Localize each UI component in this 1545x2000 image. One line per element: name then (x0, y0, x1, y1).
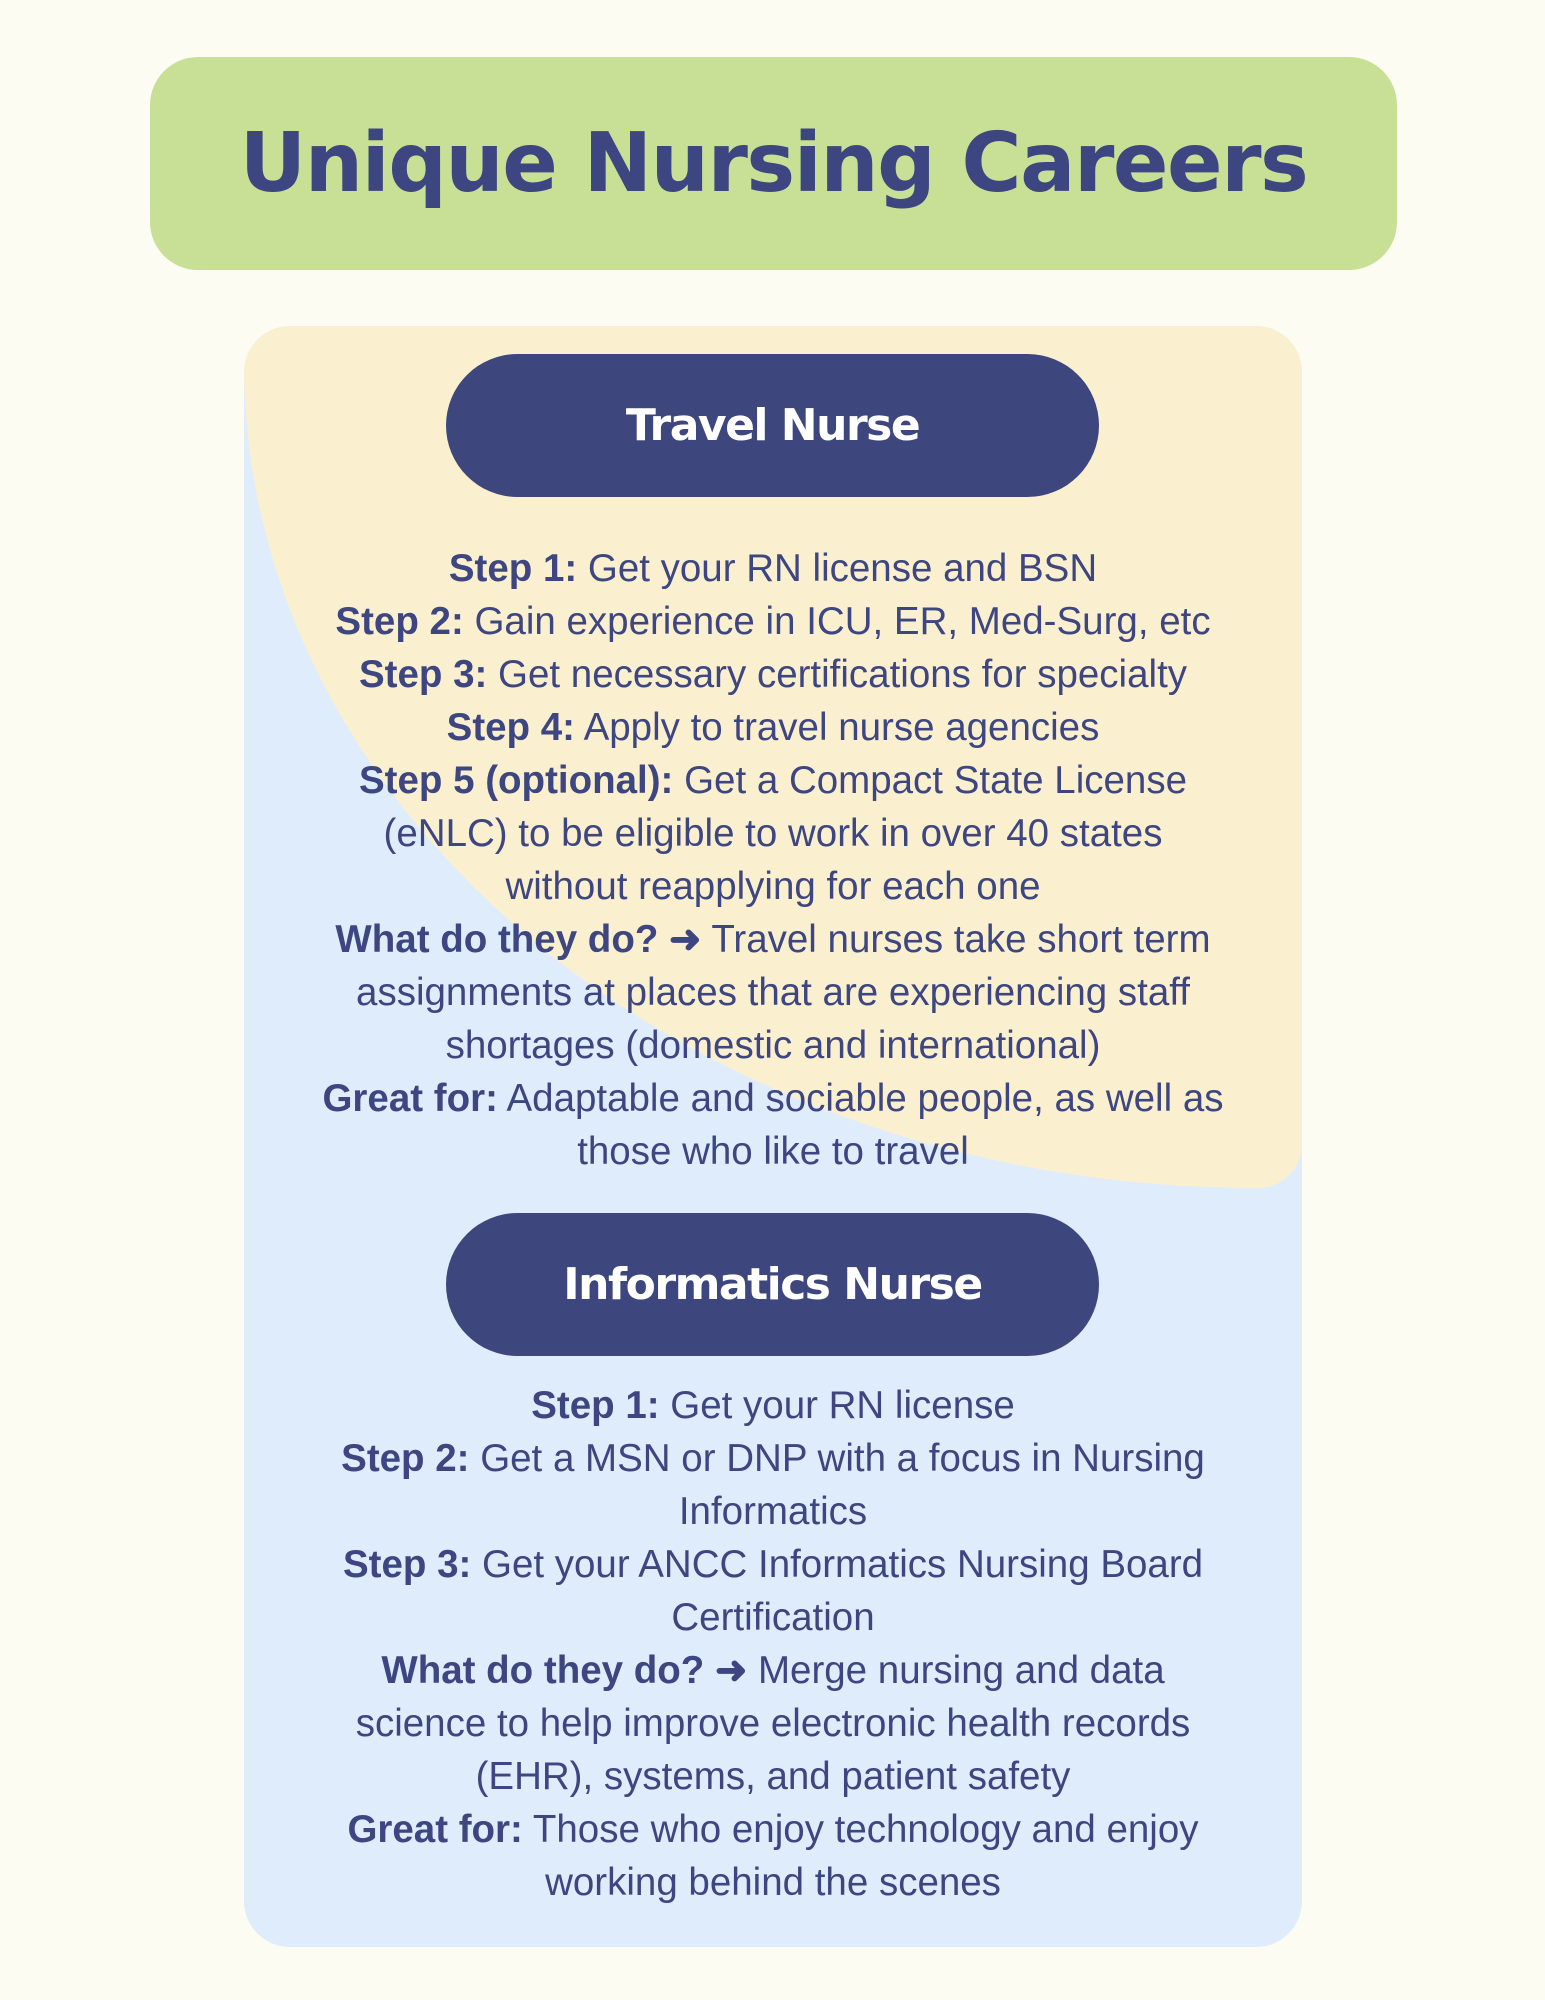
detail-line-continued: science to help improve electronic health records (355, 1702, 1191, 1745)
detail-line-continued: Informatics (678, 1490, 868, 1533)
detail-line (258, 1803, 1288, 1856)
detail-text: Those who enjoy technology and enjoy (522, 1808, 1199, 1851)
detail-label: Step 5 (optional): (358, 759, 674, 802)
travel-nurse-heading: Travel Nurse (446, 354, 1099, 497)
detail-text: Merge nursing and data (747, 1649, 1165, 1692)
title-banner (150, 57, 1397, 270)
detail-line (258, 1072, 1288, 1125)
detail-line (258, 542, 1288, 595)
detail-label: Step 2: (341, 1437, 470, 1480)
detail-label: What do they do? ➜ (335, 918, 702, 961)
informatics-nurse-heading: Informatics Nurse (446, 1213, 1099, 1356)
detail-text: Gain experience in ICU, ER, Med-Surg, etc (463, 600, 1211, 643)
travel-nurse-details (258, 542, 1288, 1178)
detail-text: Get your ANCC Informatics Nursing Board (471, 1543, 1204, 1586)
detail-label: Step 3: (358, 653, 488, 696)
detail-line-continued: shortages (domestic and international) (445, 1024, 1101, 1067)
detail-line-continued: those who like to travel (577, 1130, 969, 1173)
detail-text: Apply to travel nurse agencies (575, 706, 1100, 749)
detail-label: Great for: (322, 1077, 498, 1120)
detail-label: Step 4: (446, 706, 575, 749)
detail-text: Get your RN license (659, 1384, 1015, 1427)
detail-label: Step 1: (448, 547, 578, 590)
detail-label: What do they do? ➜ (381, 1649, 748, 1692)
detail-line (258, 754, 1288, 807)
detail-line (258, 595, 1288, 648)
careers-card (244, 326, 1302, 1947)
detail-text: Get necessary certifications for specialty (487, 653, 1188, 696)
detail-line (258, 1432, 1288, 1485)
detail-line (258, 701, 1288, 754)
detail-text: Get a MSN or DNP with a focus in Nursing (469, 1437, 1205, 1480)
detail-label: Step 3: (342, 1543, 472, 1586)
detail-text: Travel nurses take short term (701, 918, 1211, 961)
detail-line (258, 648, 1288, 701)
detail-line-continued: (EHR), systems, and patient safety (475, 1755, 1071, 1798)
detail-text: Get a Compact State License (673, 759, 1187, 802)
detail-text: Adaptable and sociable people, as well as (497, 1077, 1224, 1120)
detail-label: Great for: (347, 1808, 523, 1851)
detail-line-continued: working behind the scenes (545, 1861, 1001, 1904)
detail-text: Get your RN license and BSN (577, 547, 1098, 590)
detail-line (258, 1538, 1288, 1591)
detail-line-continued: without reapplying for each one (505, 865, 1041, 908)
detail-line (258, 1379, 1288, 1432)
detail-line-continued: (eNLC) to be eligible to work in over 40 states (383, 812, 1163, 855)
detail-line-continued: Certification (671, 1596, 875, 1639)
informatics-nurse-details (258, 1379, 1288, 1909)
detail-label: Step 2: (335, 600, 464, 643)
detail-line (258, 1644, 1288, 1697)
page-title: Unique Nursing Careers (239, 116, 1308, 211)
detail-label: Step 1: (531, 1384, 660, 1427)
detail-line (258, 913, 1288, 966)
detail-line-continued: assignments at places that are experiencing staff (356, 971, 1190, 1014)
